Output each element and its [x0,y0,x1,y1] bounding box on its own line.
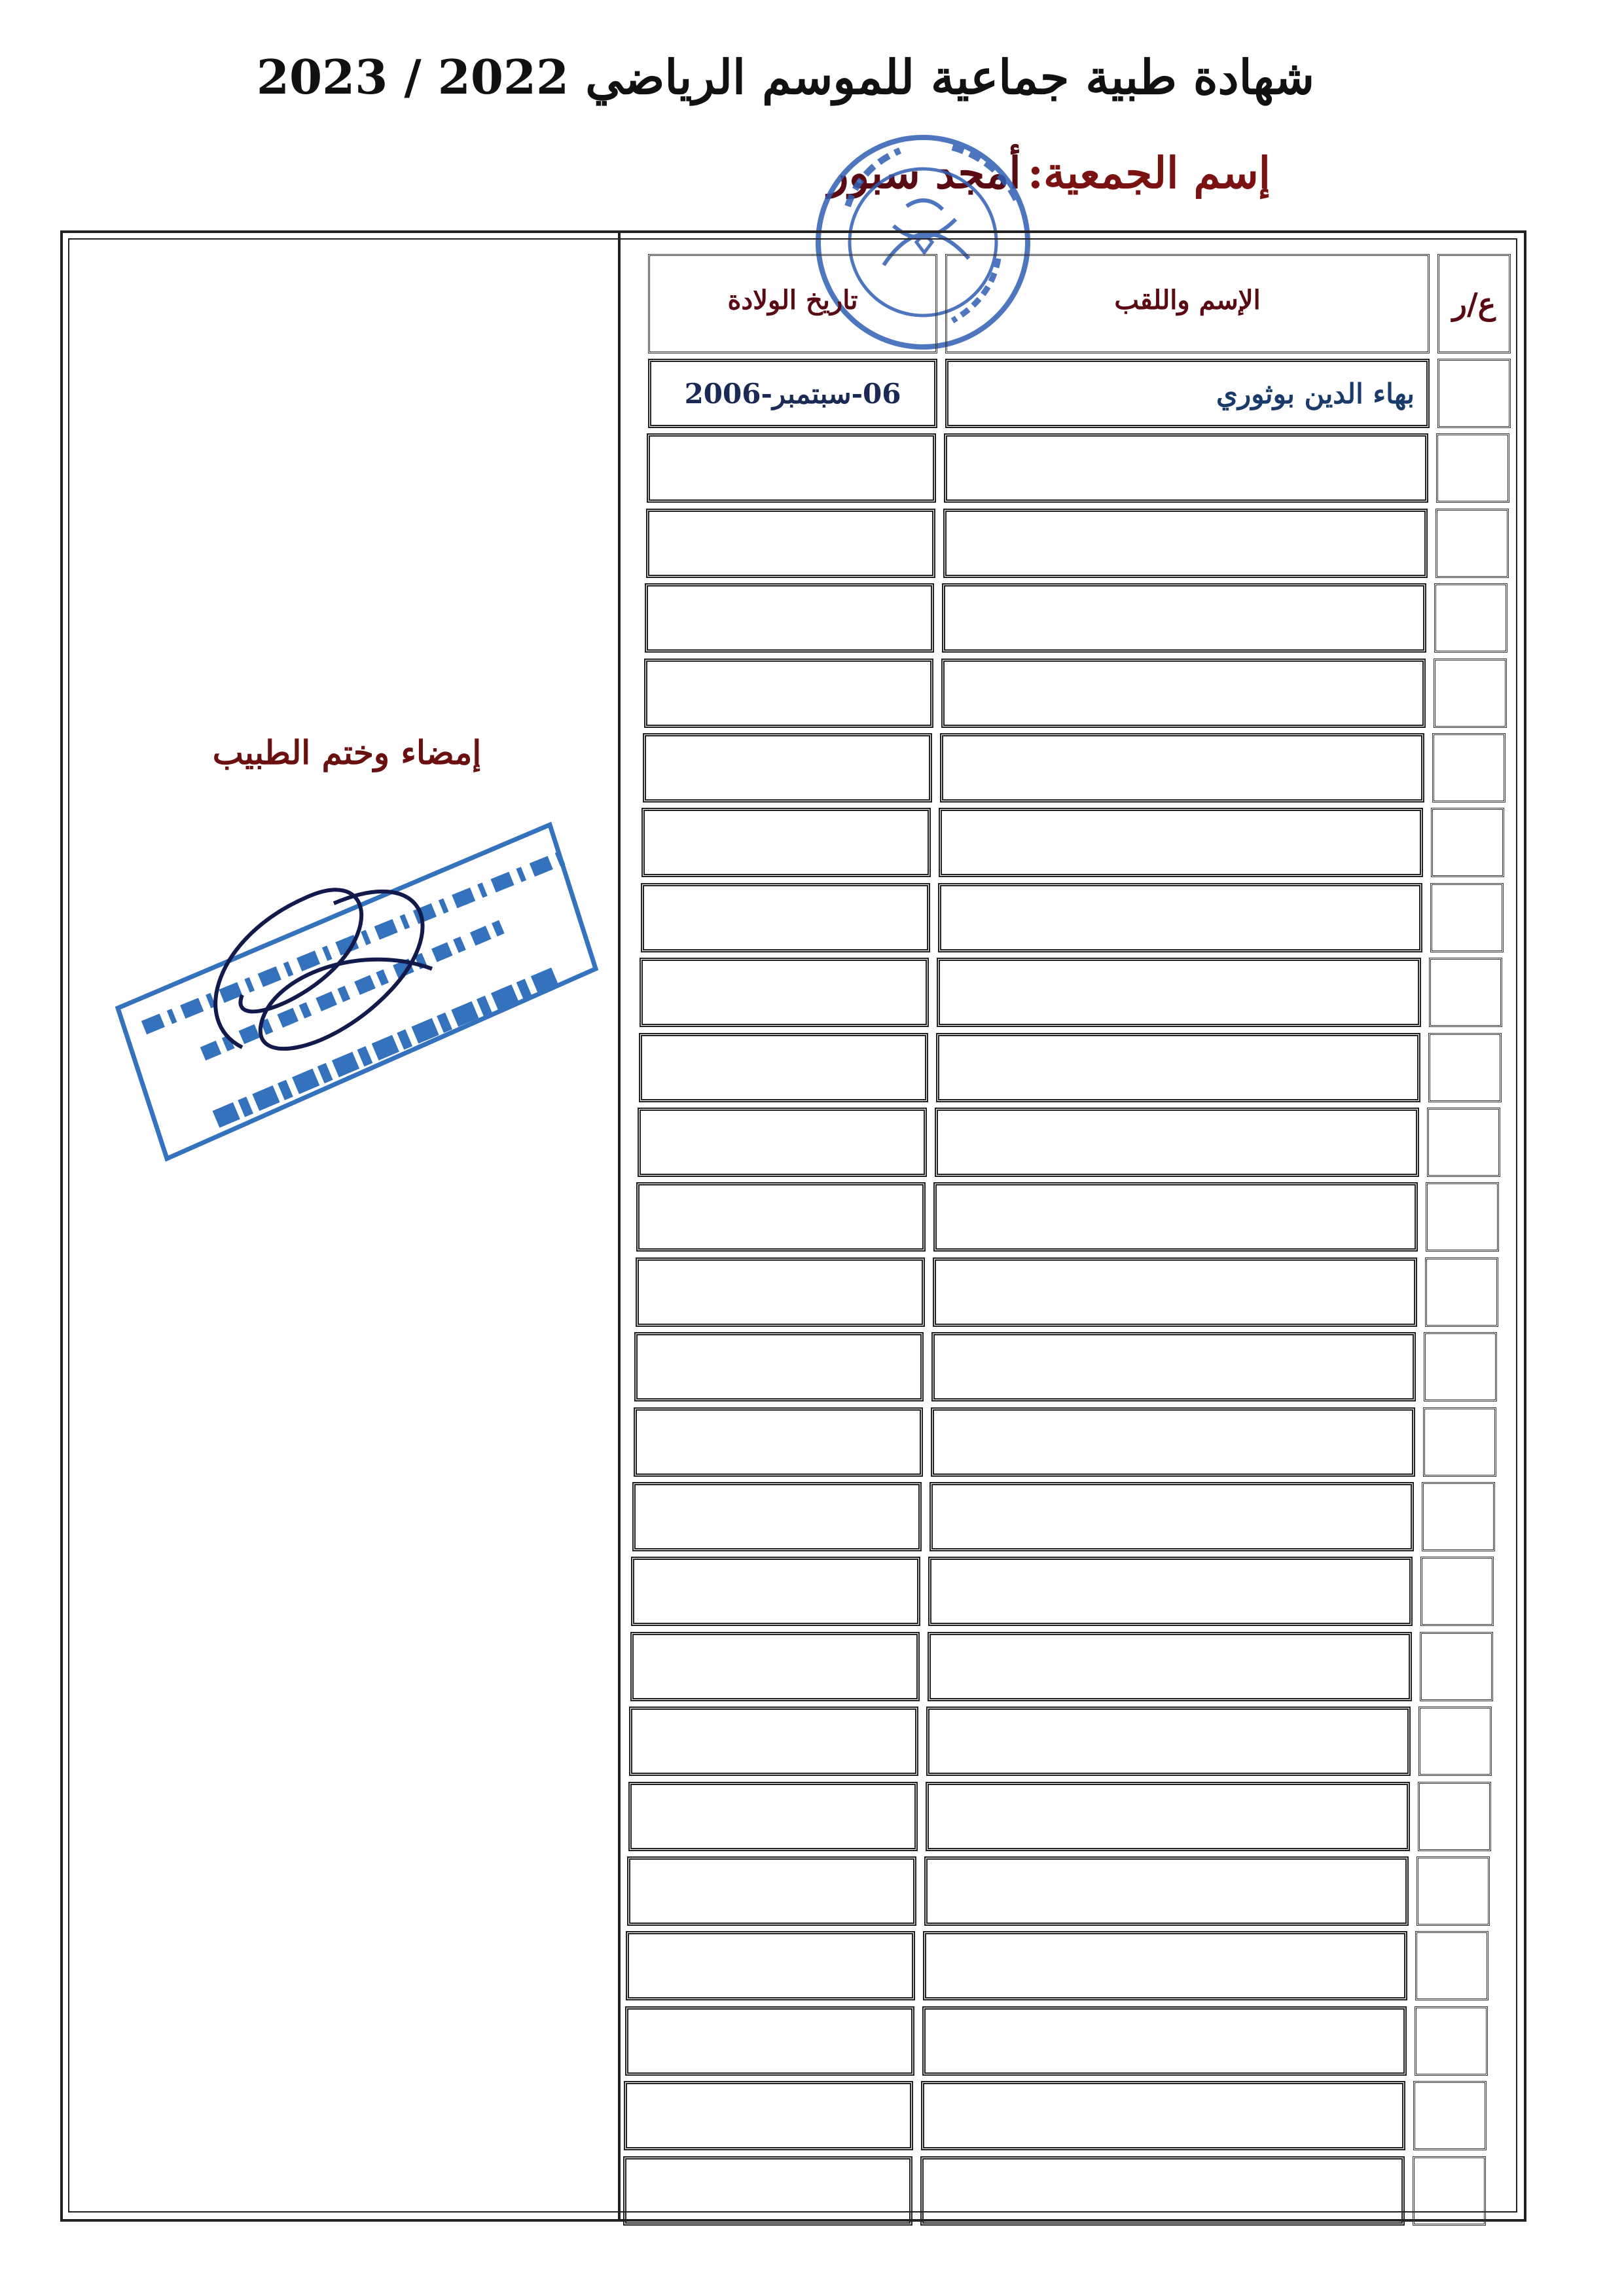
table-cell-birthdate [646,509,935,578]
table-cell-index [1434,583,1507,653]
table-cell-name-text [934,1411,1412,1473]
table-cell-index-text [1432,885,1502,950]
table-cell-birthdate [636,1182,926,1252]
table-cell-index-text [1426,1334,1495,1400]
table-cell-index-text [1431,960,1500,1025]
table-cell-name-text [933,1485,1411,1548]
table-cell-birthdate-text [634,1560,917,1623]
table-cell-name-text [931,1560,1409,1623]
table-cell-index-text [1435,660,1505,726]
table-cell-name-text [926,1934,1404,1997]
table-cell-name [933,1182,1418,1252]
table-cell-name [933,1257,1417,1327]
table-cell-name-text [945,662,1422,725]
table-cell-birthdate [626,1931,915,2000]
table-cell-name-text [939,1036,1417,1099]
table-cell-index [1430,883,1504,952]
table-cell-index-text [1422,1559,1492,1624]
table-cell-birthdate-text [628,2010,911,2072]
table-cell-name-text [924,2159,1401,2222]
table-cell-index [1420,1557,1494,1626]
table-cell-index [1429,958,1502,1027]
table-cell-name [941,659,1426,728]
table-cell-name-text [937,1185,1415,1248]
table-cell-index [1415,1931,1489,2000]
table-cell-birthdate [639,1033,928,1102]
table-cell-birthdate-text [630,1860,913,1923]
table-cell-index-text [1424,1484,1493,1549]
table-cell-birthdate [625,2006,914,2076]
table-cell-birthdate [640,958,929,1027]
table-cell-name [945,359,1430,428]
table-cell-name-text [947,512,1424,575]
table-cell-name-text [945,587,1423,649]
table-cell-name-text [929,1710,1407,1773]
table-cell-index-text [1434,735,1504,801]
table-cell-index [1415,2006,1488,2076]
table-cell-birthdate-text: 06-سبتمبر-2006 [684,377,901,410]
table-cell-index [1425,1257,1498,1327]
table-cell-birthdate [645,583,934,653]
table-cell-index-text [1438,435,1507,501]
table-cell-index-text [1427,1259,1496,1325]
table-cell-name [931,1332,1416,1401]
table-cell-birthdate [623,2156,912,2226]
table-cell-index-text [1430,1035,1500,1100]
table-cell-index-text [1436,585,1506,651]
table-cell-index [1420,1632,1493,1701]
table-cell-birthdate [624,2081,913,2150]
table-cell-index-text [1420,1784,1489,1849]
table-cell-name [926,1707,1411,1776]
header-name: الإسم واللقب [1114,284,1261,316]
table-cell-birthdate [641,808,931,877]
table-cell-birthdate [638,1108,927,1177]
table-cell-index [1424,1332,1497,1401]
table-cell-name [929,1482,1414,1551]
table-cell-name [943,509,1428,578]
table-cell-name [942,583,1426,653]
table-cell-birthdate-text [629,1934,912,1997]
doctor-panel-divider [618,230,621,2219]
table-cell-birthdate-text [636,1485,918,1548]
table-cell-birthdate-text [638,1335,920,1398]
table-cell-index [1418,1707,1492,1776]
table-cell-index-text [1422,1634,1491,1699]
table-cell-birthdate-text [627,2084,910,2147]
table-cell-name [938,883,1422,952]
table-cell-birthdate-text [649,512,932,575]
table-cell-name [928,1557,1413,1626]
table-cell-index [1422,1482,1495,1551]
table-cell-birthdate-text [639,1261,922,1324]
table-cell-birthdate [627,1856,916,1926]
document-title: شهادة طبية جماعية للموسم الرياضي 2022 / 2023 [256,49,1315,105]
table-cell-name-text [940,961,1418,1024]
table-cell-birthdate-text [641,1111,924,1174]
table-cell-name-text [929,1785,1407,1848]
table-cell-index [1435,509,1509,578]
table-cell-name-text [931,1635,1409,1698]
table-cell-birthdate [632,1482,922,1551]
table-cell-index-text [1437,511,1507,576]
table-cell-index-text [1420,1708,1490,1774]
table-cell-index-text [1418,1858,1488,1924]
table-cell-birthdate [636,1257,925,1327]
table-cell-index-text [1417,1933,1487,1998]
table-cell-birthdate [643,733,932,803]
header-birthdate: تاريخ الولادة [727,284,858,316]
table-cell-index-text [1416,2008,1486,2074]
table-cell-birthdate-text [645,811,928,874]
table-cell-name-text [935,1335,1413,1398]
table-cell-birthdate-text [632,1785,914,1848]
association-label: إسم الجمعية: [1027,147,1271,198]
table-cell-name-text [941,886,1419,949]
table-cell-name [928,1632,1412,1701]
table-cell-index-text [1425,1409,1494,1475]
table-cell-birthdate [631,1557,920,1626]
table-cell-index-text [1428,1184,1497,1250]
table-cell-name [931,1407,1415,1477]
table-cell-name [920,2156,1405,2226]
table-cell-index [1423,1407,1496,1477]
table-cell-name [940,733,1424,803]
table-cell-index [1416,1856,1490,1926]
table-cell-name [937,958,1421,1027]
table-cell-index-text [1415,2083,1485,2148]
table-cell-index-text [1429,1110,1498,1175]
table-cell-name [936,1033,1420,1102]
table-cell-index [1418,1782,1491,1851]
table-cell-birthdate-text [643,961,926,1024]
table-cell-birthdate [641,883,930,952]
table-cell-name-text [924,2084,1402,2147]
table-cell-birthdate [644,659,933,728]
doctor-stamp [105,812,615,1178]
table-cell-name-text [926,2010,1403,2072]
table-cell-birthdate [629,1707,918,1776]
table-cell-index [1413,2081,1487,2150]
table-cell-name-text: بهاء الدين بوثوري [1216,377,1415,410]
table-cell-birthdate [630,1632,920,1701]
table-cell-index [1413,2156,1486,2226]
table-cell-index-text [1433,810,1502,875]
table-cell-index [1431,808,1504,877]
table-cell-birthdate [628,1782,918,1851]
association-name: أمجد سبور [827,147,1021,198]
table-cell-index [1427,1108,1500,1177]
table-cell-name-text [942,811,1420,874]
table-cell-name-text [928,1860,1405,1923]
table-cell-birthdate [634,1407,923,1477]
table-cell-birthdate-text [648,587,931,649]
table-cell-birthdate-text [632,1710,915,1773]
table-cell-birthdate-text [640,1185,922,1248]
table-cell-index [1437,359,1511,428]
table-cell-name [926,1782,1410,1851]
table-cell-birthdate-text [644,886,927,949]
table-cell-birthdate [634,1332,924,1401]
table-cell-birthdate-text [650,437,933,499]
table-cell-name-text [938,1111,1416,1174]
doctor-signature-label: إمضاء وختم الطبيب [212,733,482,772]
table-cell-index [1436,433,1509,503]
table-cell-name [923,1931,1407,2000]
table-cell-index-text [1415,2158,1484,2224]
table-cell-name-text [943,736,1421,799]
table-cell-name [939,808,1423,877]
header-index: ع/ر [1452,286,1496,321]
table-cell-birthdate [648,359,937,428]
table-cell-name [944,433,1428,503]
table-cell-name [922,2006,1407,2076]
table-cell-birthdate-text [626,2159,909,2222]
table-cell-index [1426,1182,1499,1252]
table-cell-name [921,2081,1405,2150]
table-cell-birthdate-text [642,1036,925,1099]
table-cell-index [1432,733,1506,803]
table-cell-index [1434,659,1507,728]
table-cell-birthdate-text [646,736,929,799]
table-cell-index-text [1439,361,1509,426]
table-cell-birthdate-text [647,662,930,725]
table-cell-index [1428,1033,1502,1102]
table-cell-birthdate [647,433,936,503]
table-cell-birthdate-text [634,1635,916,1698]
table-cell-name-text [936,1261,1414,1324]
table-cell-name [924,1856,1409,1926]
table-cell-birthdate-text [637,1411,920,1473]
table-cell-name [935,1108,1419,1177]
table-cell-name-text [947,437,1425,499]
